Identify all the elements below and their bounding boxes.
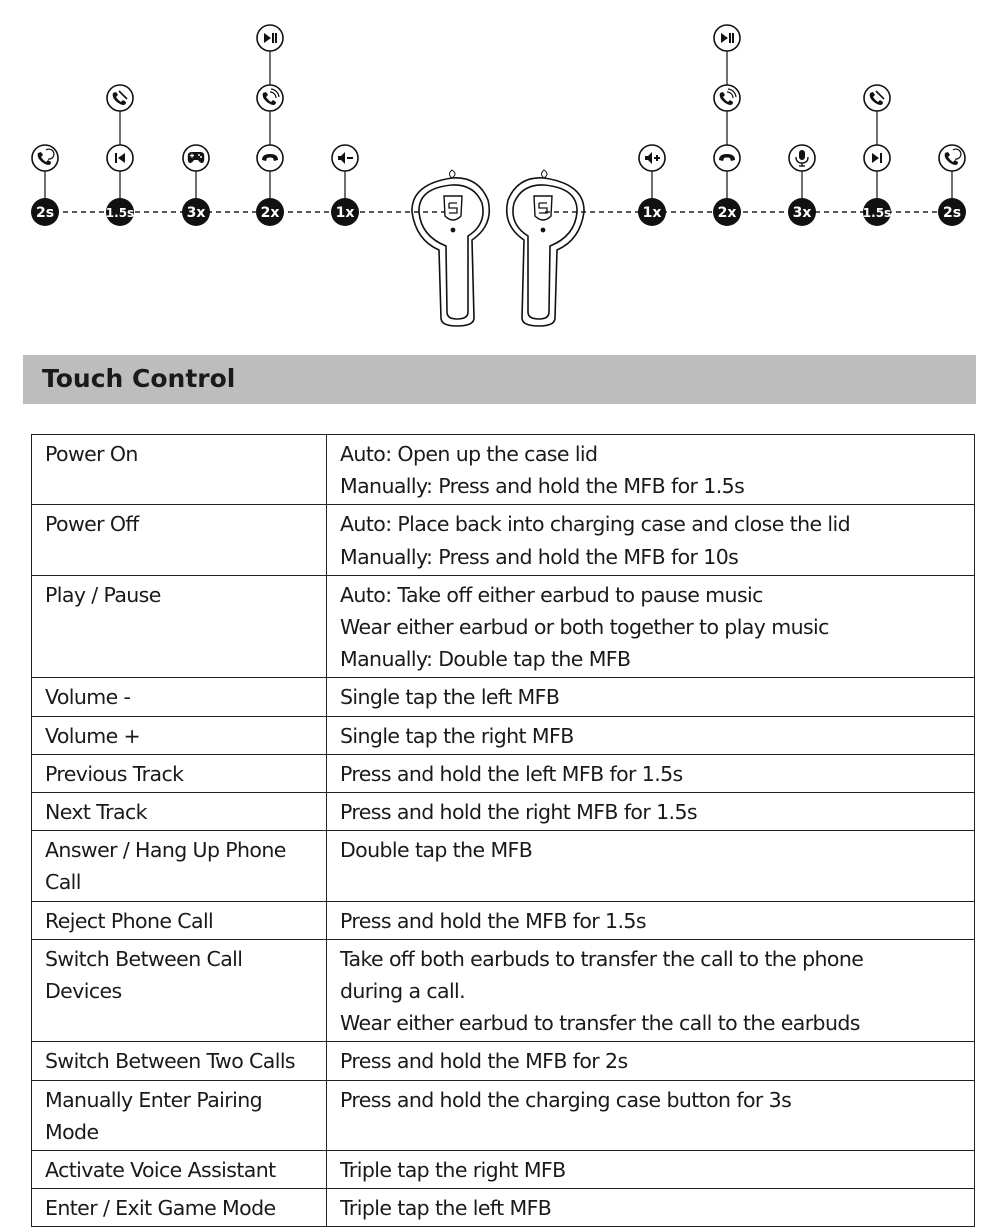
action-line: Single tap the left MFB	[340, 685, 560, 710]
table-row	[32, 505, 975, 575]
answer-call-icon	[714, 85, 740, 111]
svg-text:1.5s: 1.5s	[105, 206, 135, 220]
play-pause-icon	[257, 25, 283, 51]
action-line: Double tap the MFB	[340, 838, 533, 863]
action-cell	[327, 1151, 975, 1189]
voice-assistant-icon	[789, 145, 815, 171]
svg-text:1.5s: 1.5s	[862, 206, 892, 220]
function-cell: Power Off	[32, 505, 327, 575]
next-track-icon	[864, 145, 890, 171]
table-row	[32, 1042, 975, 1080]
table-row	[32, 678, 975, 716]
connectors	[45, 38, 952, 212]
right-earbud	[507, 170, 584, 326]
volume-down-icon	[332, 145, 358, 171]
function-cell: Volume -	[32, 678, 327, 716]
table-row	[32, 435, 975, 505]
answer-call-icon	[257, 85, 283, 111]
action-line: Triple tap the left MFB	[340, 1196, 552, 1221]
pairing-phone-icon	[939, 145, 965, 171]
action-cell	[327, 754, 975, 792]
reject-call-icon	[864, 85, 890, 111]
table-row	[32, 575, 975, 678]
function-cell: Volume +	[32, 716, 327, 754]
table-row	[32, 1189, 975, 1227]
function-cell: Answer / Hang Up Phone Call	[32, 831, 327, 901]
tap-badge	[182, 198, 210, 226]
action-line: Press and hold the right MFB for 1.5s	[340, 800, 698, 825]
function-cell: Power On	[32, 435, 327, 505]
function-cell: Reject Phone Call	[32, 901, 327, 939]
action-line: Wear either earbud to transfer the call to the earbuds	[340, 1011, 860, 1036]
action-line: Manually: Press and hold the MFB for 10s	[340, 544, 739, 569]
action-line: Press and hold the left MFB for 1.5s	[340, 761, 683, 786]
action-line: Wear either earbud or both together to play music	[340, 615, 829, 640]
action-line: Auto: Place back into charging case and close the lid	[340, 512, 850, 537]
touch-control-diagram	[0, 0, 996, 340]
tap-badge	[788, 198, 816, 226]
action-line: Auto: Take off either earbud to pause music	[340, 582, 763, 607]
action-line: Manually: Press and hold the MFB for 1.5s	[340, 474, 745, 499]
action-cell	[327, 575, 975, 678]
action-line: during a call.	[340, 979, 466, 1004]
svg-text:2s: 2s	[942, 205, 962, 221]
function-cell: Activate Voice Assistant	[32, 1151, 327, 1189]
function-cell: Play / Pause	[32, 575, 327, 678]
action-cell	[327, 901, 975, 939]
pairing-phone-icon	[32, 145, 58, 171]
tap-badge	[256, 198, 284, 226]
action-cell	[327, 505, 975, 575]
svg-text:3x: 3x	[186, 205, 206, 221]
function-cell: Switch Between Call Devices	[32, 939, 327, 1042]
reject-call-icon	[107, 85, 133, 111]
tap-badge	[106, 198, 134, 226]
table-row	[32, 793, 975, 831]
table-body	[32, 435, 975, 1227]
action-cell	[327, 939, 975, 1042]
hang-up-icon	[714, 145, 740, 171]
tap-badge	[713, 198, 741, 226]
function-cell: Previous Track	[32, 754, 327, 792]
action-cell	[327, 1080, 975, 1150]
tap-badge	[638, 198, 666, 226]
action-line: Press and hold the MFB for 1.5s	[340, 908, 646, 933]
svg-text:1x: 1x	[335, 205, 355, 221]
volume-up-icon	[639, 145, 665, 171]
action-line: Press and hold the charging case button for 3s	[340, 1087, 792, 1112]
svg-text:1x: 1x	[642, 205, 662, 221]
function-cell: Manually Enter Pairing Mode	[32, 1080, 327, 1150]
previous-track-icon	[107, 145, 133, 171]
action-cell	[327, 831, 975, 901]
action-cell	[327, 716, 975, 754]
function-cell: Switch Between Two Calls	[32, 1042, 327, 1080]
tap-badge	[938, 198, 966, 226]
table-row	[32, 939, 975, 1042]
action-cell	[327, 1042, 975, 1080]
action-line: Press and hold the MFB for 2s	[340, 1049, 628, 1074]
action-cell	[327, 678, 975, 716]
action-line: Auto: Open up the case lid	[340, 442, 598, 466]
svg-text:2x: 2x	[717, 205, 737, 221]
hang-up-icon	[257, 145, 283, 171]
left-earbud	[412, 170, 489, 326]
table-row	[32, 831, 975, 901]
table-row	[32, 1151, 975, 1189]
touch-control-table	[31, 434, 975, 1227]
table-row	[32, 716, 975, 754]
action-cell	[327, 1189, 975, 1227]
action-cell	[327, 793, 975, 831]
action-line: Take off both earbuds to transfer the call to the phone	[340, 946, 864, 971]
action-line: Single tap the right MFB	[340, 723, 574, 748]
tap-badge	[331, 198, 359, 226]
section-header	[23, 355, 976, 404]
table-row	[32, 901, 975, 939]
table-row	[32, 754, 975, 792]
action-line: Triple tap the right MFB	[340, 1158, 566, 1183]
svg-text:2x: 2x	[260, 205, 280, 221]
table-row	[32, 1080, 975, 1150]
action-line: Manually: Double tap the MFB	[340, 647, 631, 672]
svg-text:2s: 2s	[35, 205, 55, 221]
tap-badge	[31, 198, 59, 226]
function-cell: Next Track	[32, 793, 327, 831]
tap-badge	[863, 198, 891, 226]
function-cell: Enter / Exit Game Mode	[32, 1189, 327, 1227]
svg-text:3x: 3x	[792, 205, 812, 221]
game-mode-icon	[183, 145, 209, 171]
section-title: Touch Control	[42, 364, 236, 393]
play-pause-icon	[714, 25, 740, 51]
action-cell	[327, 435, 975, 505]
